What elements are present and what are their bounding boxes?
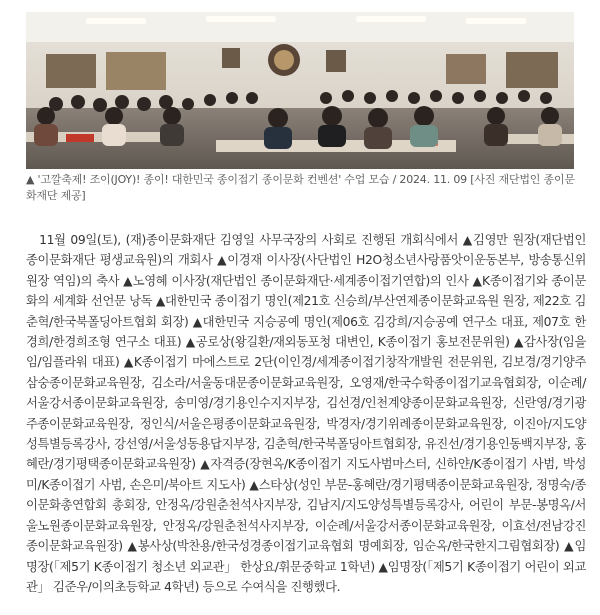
photo-caption: ▲ '고깔축제! 조이(JOY)! 종이! 대한민국 종이접기 종이문화 컨벤션' 수업 모습 / 2024. 11. 09 [사진 재단법인 종이문화재단 제공]: [26, 173, 575, 202]
event-photo: [26, 12, 574, 169]
article-body: 11월 09일(토), (재)종이문화재단 김영일 사무국장의 사회로 진행된 개회식에서 ▲김영만 원장(재단법인 종이문화재단 평생교육원)의 개회사 ▲이경재 이사장(사단법인 H2O청소년사랑품앗이운동본부, 방송통신위원장 역임)의 축사 ▲노영혜 이사장(재단법인 종이문화재단·세계종이접기연합)의 인사 ▲K종이접기와 종이문화의 세계화 선언문 낭독 ▲대한민국 종이접기 명인(제21호 신승희/부산연제종이문화교육원 원장, 제22호 김춘혁/한국북폴딩아트협회 회장) ▲대한민국 지승공예 명인(제06호 김강희/지승공예 연구소 대표, 제07호 한경희/한경희조형 연구소 대표) ▲공로상(왕길환/재외동포청 대변인, K종이접기 홍보전문위원) ▲감사장(임을임/임플라워 대표) ▲K종이접기 마에스트로 2단(이인경/세계종이접기창작개발원 전문위원, 김보경/경기양주삼숭종이문화교육원장, 김소라/서울동대문종이문화교육원장, 오영재/한국수학종이접기교육협회장, 이순례/서울강서종이문화교육원장, 송미영/경기용인수지지부장, 김선경/인천계양종이문화교육원장, 신란영/경기광주종이문화교육원장, 정인식/서울은평종이문화교육원장, 박경자/경기위례종이문화교육원장, 이진아/지도양성특별등록강사, 강선영/서울성동용답지부장, 김춘혁/한국북폴딩아트협회장, 유진선/경기용인동백지부장, 홍혜란/경기평택종이문화교육원장) ▲자격증(장현옥/K종이접기 지도사범마스터, 신하얀/K종이접기 사범, 박성미/K종이접기 사범, 손은미/북아트 지도사) ▲스타상(성인 부문-홍혜란/경기평택종이문화교육원장, 정명숙/종이문화총연합회 총회장, 안정옥/강원춘천석사지부장, 김남지/지도양성특별등록강사, 어린이 부문-봉명옥/서울노원종이문화교육원장, 안정옥/강원춘천석사지부장, 이순례/서울강서종이문화교육원장, 이효선/전남강진종이문화교육원장) ▲봉사상(박찬용/한국성경종이접기교육협회 명예회장, 임순옥/한국한지그림협회장) ▲임명장(「제5기 K종이접기 청소년 외교관」 한상요/휘문중학교 1학년) ▲임명장(「제5기 K종이접기 어린이 외교관」 김준우/이의초등학교 4학년) 등으로 수여식을 진행했다.: [26, 233, 586, 594]
